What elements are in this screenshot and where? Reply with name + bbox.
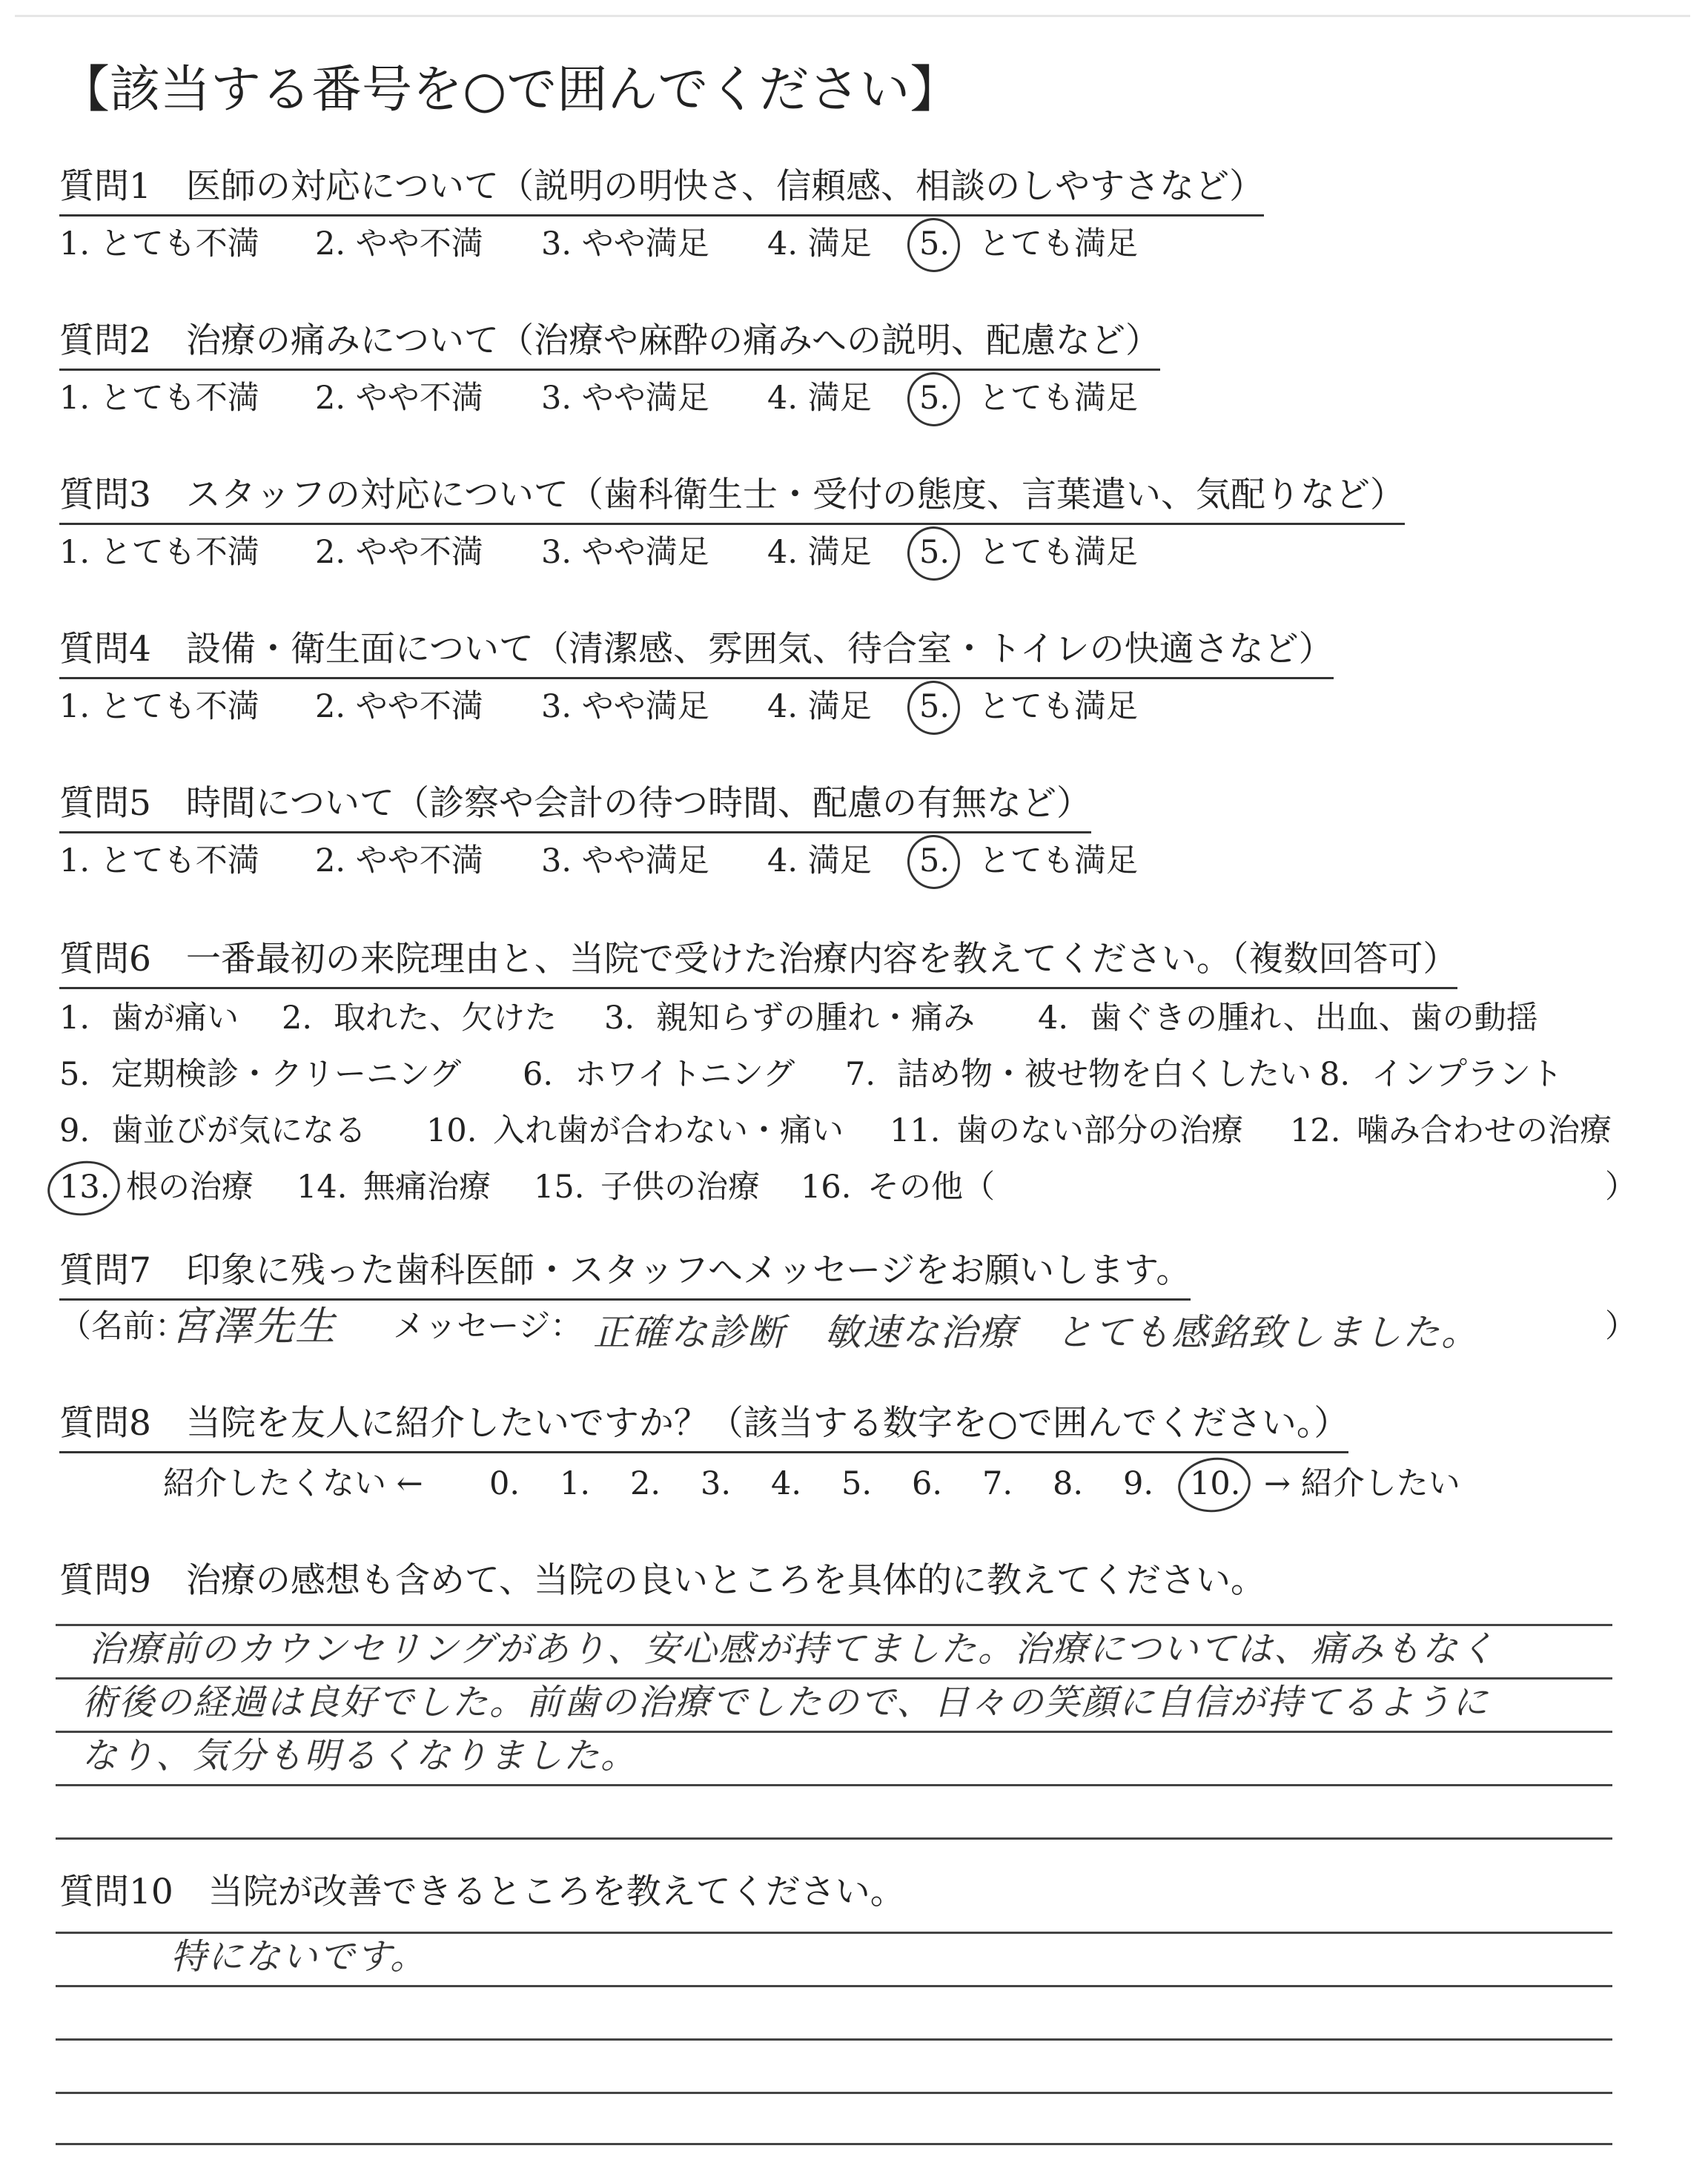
question-10-header: 質問10 当院が改善できるところを教えてください。: [59, 1872, 905, 1912]
option-2[interactable]: 2. やや不満: [315, 688, 483, 725]
option-5-label: とても満足: [979, 688, 1138, 725]
q6-option-num[interactable]: 12.: [1290, 1112, 1341, 1149]
q8-number-2[interactable]: 2.: [630, 1465, 661, 1502]
option-4[interactable]: 4. 満足: [767, 534, 872, 571]
question-2-header: 質問2 治療の痛みについて（治療や麻酔の痛みへの説明、配慮など）: [59, 323, 1160, 371]
q6-option-num[interactable]: 2.: [282, 1000, 313, 1037]
q8-number-10-selected[interactable]: 10.: [1190, 1465, 1241, 1502]
option-1[interactable]: 1. とても不満: [59, 534, 259, 571]
q6-option-num[interactable]: 5.: [59, 1056, 90, 1093]
q8-number-8[interactable]: 8.: [1053, 1465, 1084, 1502]
q10-answer-line-2: [56, 1985, 1612, 1987]
option-5-selected[interactable]: 5.: [919, 842, 950, 879]
option-5-selected[interactable]: 5.: [919, 380, 950, 417]
q8-number-5[interactable]: 5.: [841, 1465, 873, 1502]
option-1[interactable]: 1. とても不満: [59, 380, 259, 417]
option-3[interactable]: 3. やや満足: [541, 380, 709, 417]
option-3[interactable]: 3. やや満足: [541, 688, 709, 725]
question-5-header: 質問5 時間について（診察や会計の待つ時間、配慮の有無など）: [59, 786, 1091, 833]
q8-number-0[interactable]: 0.: [489, 1465, 520, 1502]
q10-answer-text-1[interactable]: 特にないです。: [171, 1936, 428, 1978]
q9-answer-text-3[interactable]: なり、気分も明るくなりました。: [82, 1735, 638, 1777]
option-5-selected[interactable]: 5.: [919, 534, 950, 571]
q9-answer-line-2: [56, 1677, 1612, 1680]
q6-option-label: 子供の治療: [600, 1169, 760, 1206]
q6-option-label: 取れた、欠けた: [334, 1000, 557, 1037]
option-1[interactable]: 1. とても不満: [59, 688, 259, 725]
q6-option-label: 定期検診・クリーニング: [111, 1056, 462, 1093]
option-2[interactable]: 2. やや不満: [315, 842, 483, 879]
option-3[interactable]: 3. やや満足: [541, 842, 709, 879]
option-3[interactable]: 3. やや満足: [541, 225, 709, 262]
option-5-label: とても満足: [979, 534, 1138, 571]
q6-option-label: インプラント: [1371, 1056, 1563, 1093]
q9-answer-line-3: [56, 1731, 1612, 1733]
q7-name-label: （名前：: [59, 1308, 187, 1345]
question-8-header: 質問8 当院を友人に紹介したいですか？（該当する数字を○で囲んでください。）: [59, 1406, 1348, 1453]
q6-option-label: 歯並びが気になる: [111, 1112, 366, 1149]
q6-option-label: 無痛治療: [363, 1169, 491, 1206]
form-title: 【該当する番号を○で囲んでください】: [59, 61, 961, 119]
q6-option-label: その他（: [867, 1169, 995, 1206]
q9-answer-line-1: [56, 1624, 1612, 1626]
top-border: [15, 15, 1690, 17]
option-2[interactable]: 2. やや不満: [315, 380, 483, 417]
q6-option-num[interactable]: 6.: [523, 1056, 554, 1093]
q6-option-label: 歯のない部分の治療: [956, 1112, 1243, 1149]
q8-number-1[interactable]: 1.: [560, 1465, 591, 1502]
question-3-header: 質問3 スタッフの対応について（歯科衛生士・受付の態度、言葉遣い、気配りなど）: [59, 478, 1405, 525]
option-2[interactable]: 2. やや不満: [315, 534, 483, 571]
q6-option-label: 歯ぐきの腫れ、出血、歯の動揺: [1090, 1000, 1538, 1037]
q6-option-num[interactable]: 8.: [1320, 1056, 1351, 1093]
option-5-label: とても満足: [979, 842, 1138, 879]
q6-option-num[interactable]: 9.: [59, 1112, 90, 1149]
q6-option-num[interactable]: 14.: [297, 1169, 348, 1206]
q6-other-close-paren: ）: [1605, 1169, 1637, 1206]
q6-option-num[interactable]: 1.: [59, 1000, 90, 1037]
question-4-header: 質問4 設備・衛生面について（清潔感、雰囲気、待合室・トイレの快適さなど）: [59, 632, 1334, 679]
option-5-selected[interactable]: 5.: [919, 225, 950, 262]
option-4[interactable]: 4. 満足: [767, 225, 872, 262]
option-5-selected[interactable]: 5.: [919, 688, 950, 725]
q6-option-label: 歯が痛い: [111, 1000, 239, 1037]
q8-left-label: 紹介したくない ←: [163, 1465, 423, 1502]
option-5-label: とても満足: [979, 225, 1138, 262]
q6-option-label: 噛み合わせの治療: [1357, 1112, 1612, 1149]
q6-option-label: 入れ歯が合わない・痛い: [493, 1112, 844, 1149]
q7-message-value[interactable]: 正確な診断 敏速な治療 とても感銘致しました。: [593, 1311, 1480, 1354]
question-1-header: 質問1 医師の対応について（説明の明快さ、信頼感、相談のしやすさなど）: [59, 169, 1264, 217]
q8-right-label: → 紹介したい: [1264, 1465, 1460, 1502]
option-3[interactable]: 3. やや満足: [541, 534, 709, 571]
q6-option-num[interactable]: 15.: [534, 1169, 585, 1206]
option-5-label: とても満足: [979, 380, 1138, 417]
q8-number-4[interactable]: 4.: [771, 1465, 802, 1502]
q6-option-num[interactable]: 4.: [1038, 1000, 1069, 1037]
q8-number-6[interactable]: 6.: [912, 1465, 943, 1502]
q9-answer-text-1[interactable]: 治療前のカウンセリングがあり、安心感が持てました。治療については、痛みもなく: [89, 1628, 1497, 1670]
q10-answer-line-4: [56, 2092, 1612, 2094]
option-1[interactable]: 1. とても不満: [59, 225, 259, 262]
option-4[interactable]: 4. 満足: [767, 688, 872, 725]
q7-close-paren: ）: [1605, 1308, 1637, 1345]
q10-answer-line-5: [56, 2143, 1612, 2145]
option-2[interactable]: 2. やや不満: [315, 225, 483, 262]
q10-answer-line-3: [56, 2038, 1612, 2041]
q6-option-num[interactable]: 10.: [426, 1112, 477, 1149]
q8-number-7[interactable]: 7.: [982, 1465, 1013, 1502]
q6-option-label: 詰め物・被せ物を白くしたい: [897, 1056, 1311, 1093]
q7-name-value[interactable]: 宮澤先生: [171, 1303, 337, 1350]
question-7-header: 質問7 印象に残った歯科医師・スタッフへメッセージをお願いします。: [59, 1253, 1191, 1301]
q6-option-label: 親知らずの腫れ・痛み: [656, 1000, 975, 1037]
option-4[interactable]: 4. 満足: [767, 842, 872, 879]
q9-answer-line-5: [56, 1837, 1612, 1840]
q6-option-num[interactable]: 7.: [845, 1056, 876, 1093]
q8-number-3[interactable]: 3.: [701, 1465, 732, 1502]
q10-answer-line-1: [56, 1932, 1612, 1934]
q9-answer-line-4: [56, 1784, 1612, 1786]
option-1[interactable]: 1. とても不満: [59, 842, 259, 879]
question-6-header: 質問6 一番最初の来院理由と、当院で受けた治療内容を教えてください。（複数回答可）: [59, 942, 1457, 989]
q6-option-label: 根の治療: [126, 1169, 254, 1206]
q9-answer-text-2[interactable]: 術後の経過は良好でした。前歯の治療でしたので、日々の笑顔に自信が持てるように: [82, 1682, 1490, 1723]
q6-option-label: ホワイトニング: [575, 1056, 795, 1093]
q7-message-label: メッセージ：: [393, 1308, 583, 1345]
q6-option-selected[interactable]: 13.: [59, 1169, 110, 1206]
q6-option-num[interactable]: 11.: [890, 1112, 941, 1149]
q8-number-9[interactable]: 9.: [1123, 1465, 1154, 1502]
option-4[interactable]: 4. 満足: [767, 380, 872, 417]
question-9-header: 質問9 治療の感想も含めて、当院の良いところを具体的に教えてください。: [59, 1560, 1265, 1601]
q6-option-num[interactable]: 3.: [604, 1000, 635, 1037]
q6-option-num[interactable]: 16.: [801, 1169, 852, 1206]
